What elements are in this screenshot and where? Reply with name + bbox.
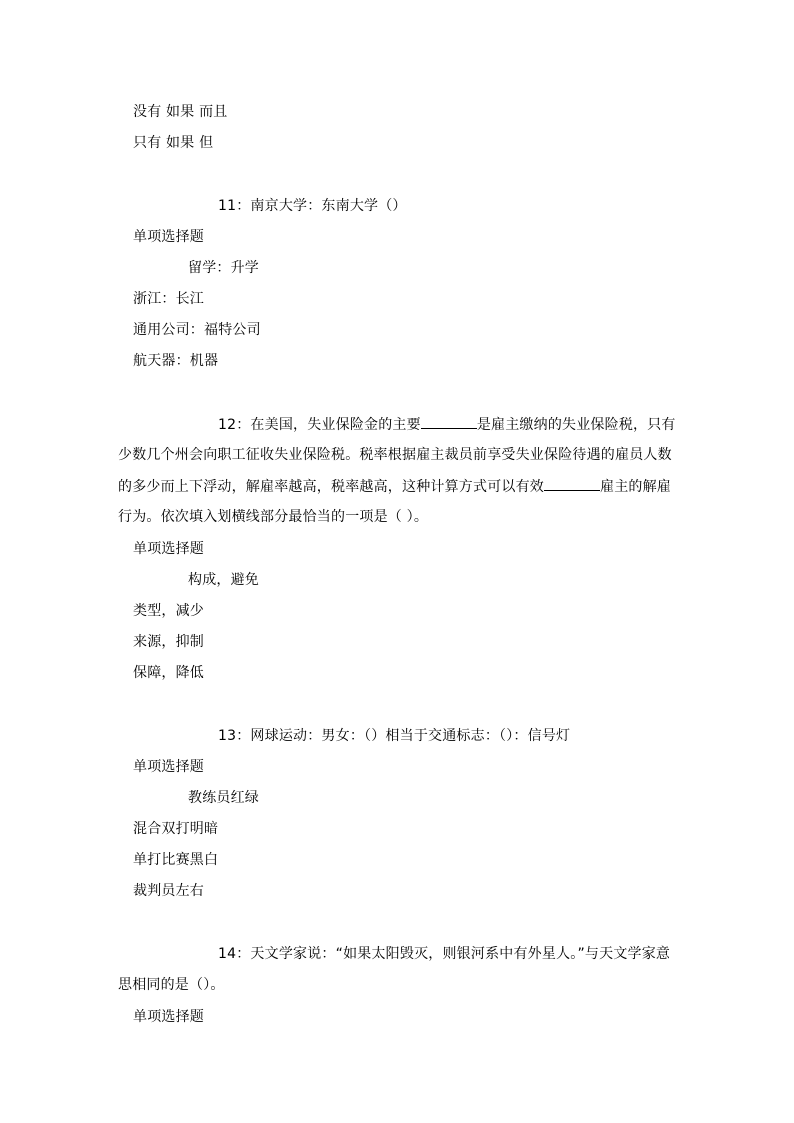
q12-stem-line3-a: 的多少而上下浮动，解雇率越高，税率越高，这种计算方式可以有效 — [118, 479, 544, 495]
q13-option-c: 单打比赛黑白 — [133, 852, 219, 868]
q14-stem-line2: 思相同的是（）。 — [118, 977, 225, 993]
q12-stem-line1-b: 是雇主缴纳的失业保险税，只有 — [476, 417, 676, 433]
q11-option-c: 通用公司：福特公司 — [133, 322, 261, 338]
q13-option-b: 混合双打明暗 — [133, 821, 219, 837]
q12-stem-line4: 行为。依次填入划横线部分最恰当的一项是（ ）。 — [118, 509, 429, 525]
q11-option-d: 航天器：机器 — [133, 353, 219, 369]
q12-option-a: 构成，避免 — [188, 572, 259, 588]
prev-option-c: 没有 如果 而且 — [133, 104, 228, 120]
q12-stem-line1-a: 12：在美国，失业保险金的主要 — [218, 417, 421, 433]
q12-blank-1 — [421, 415, 477, 429]
q14-stem-line1: 14：天文学家说：“如果太阳毁灭，则银河系中有外星人。”与天文学家意 — [218, 946, 671, 962]
q11-option-a: 留学：升学 — [188, 260, 259, 276]
q12-option-d: 保障，降低 — [133, 665, 204, 681]
q13-option-d: 裁判员左右 — [133, 883, 204, 899]
q12-stem-line2: 少数几个州会向职工征收失业保险税。税率根据雇主裁员前享受失业保险待遇的雇员人数 — [118, 447, 672, 463]
prev-option-d: 只有 如果 但 — [133, 135, 214, 151]
q14-type: 单项选择题 — [133, 1009, 204, 1025]
q12-blank-2 — [544, 477, 600, 491]
q11-stem: 11：南京大学：东南大学（） — [218, 198, 407, 214]
q12-stem-line1 — [218, 415, 676, 434]
q11-type: 单项选择题 — [133, 229, 204, 245]
q12-option-c: 来源，抑制 — [133, 634, 204, 650]
q13-stem: 13：网球运动：男女：（）相当于交通标志：（）：信号灯 — [218, 728, 571, 744]
q12-option-b: 类型，减少 — [133, 603, 204, 619]
q13-type: 单项选择题 — [133, 759, 204, 775]
q13-option-a: 教练员红绿 — [188, 790, 259, 806]
q12-stem-line3-b: 雇主的解雇 — [600, 479, 671, 495]
q12-stem-line3 — [118, 477, 671, 496]
q11-option-b: 浙江：长江 — [133, 291, 204, 307]
q12-type: 单项选择题 — [133, 541, 204, 557]
